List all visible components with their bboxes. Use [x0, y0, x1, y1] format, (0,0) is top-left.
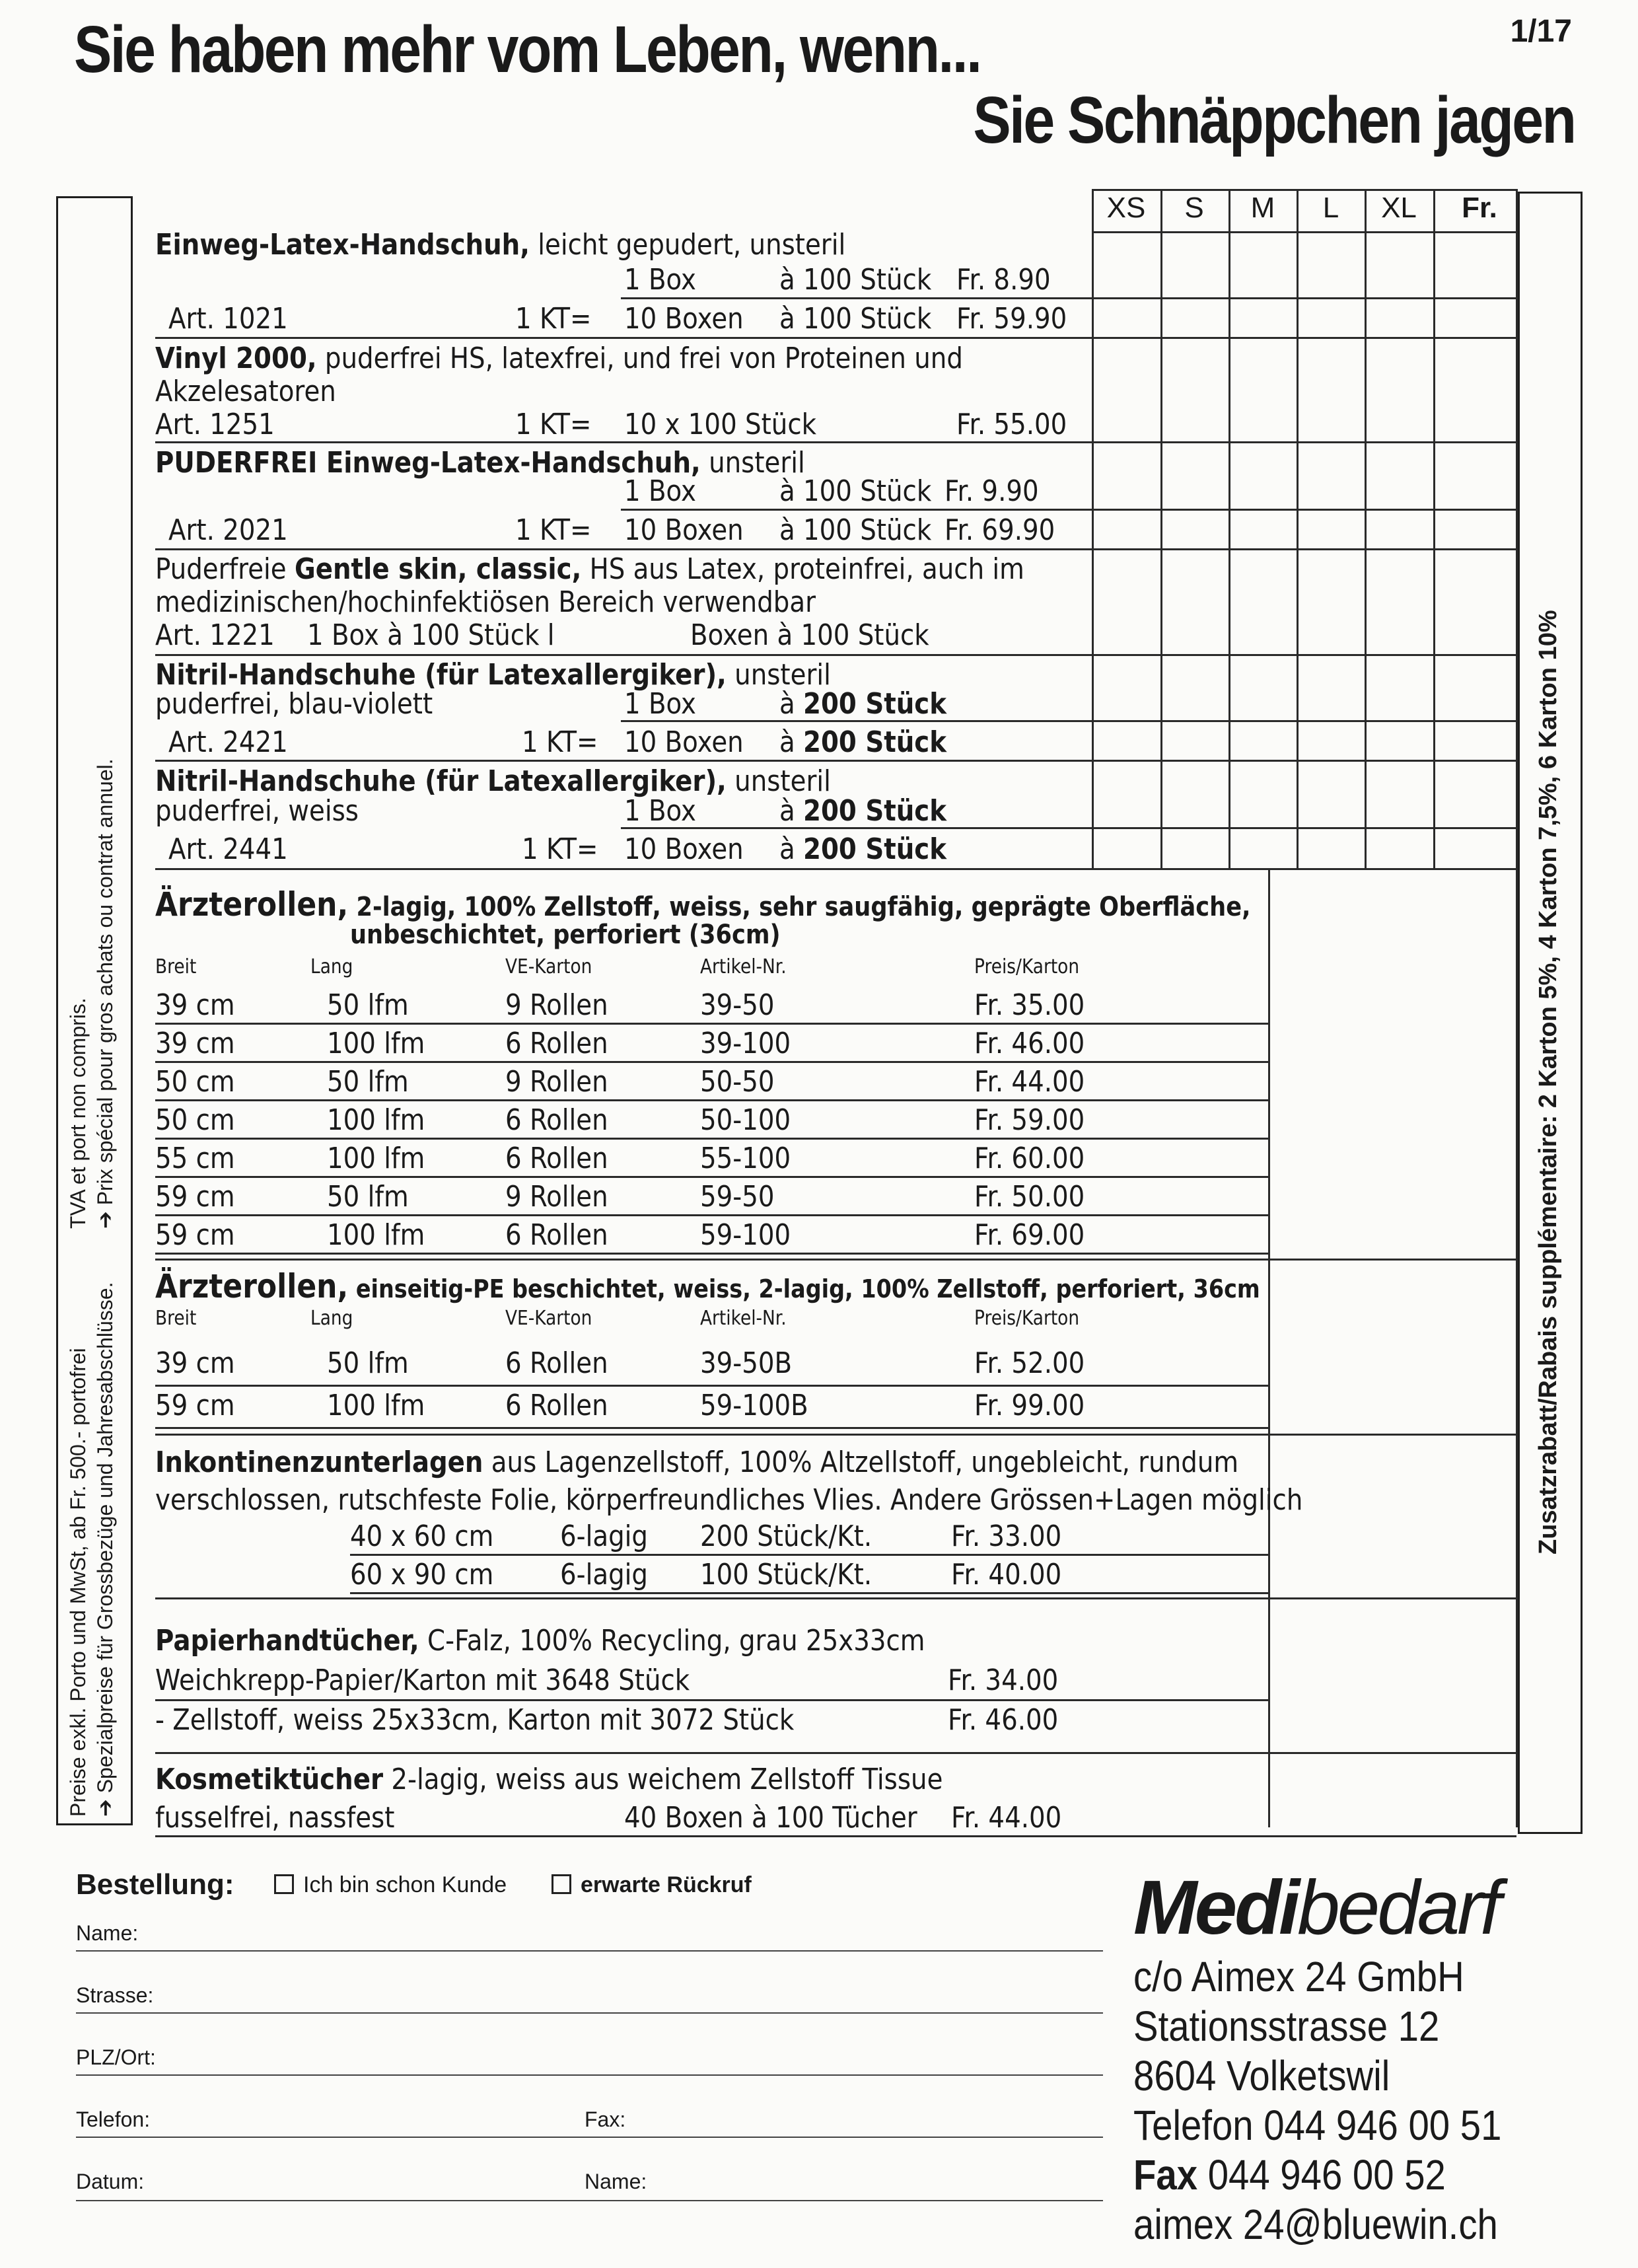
- inkont-row-cell: 200 Stück/Kt.: [700, 1519, 872, 1553]
- rolls1-row-cell: 9 Rollen: [505, 1180, 608, 1214]
- left-note-line3: TVA et port non compris.: [66, 998, 90, 1229]
- rolls2-row-cell: 50 lfm: [327, 1346, 409, 1380]
- rolls2-row-cell: 39 cm: [155, 1346, 235, 1380]
- checkbox-icon[interactable]: [274, 1874, 294, 1894]
- glove5-kt-per: à 200 Stück: [779, 725, 947, 759]
- rolls1-row-cell: 6 Rollen: [505, 1142, 608, 1175]
- rolls1-row-row-line: [155, 1176, 1268, 1178]
- left-note-line4: Prix spécial pour gros achats ou contrat annuel.: [93, 758, 117, 1206]
- rolls2-row-cell: Fr. 52.00: [974, 1346, 1085, 1380]
- order-name2-label: Name:: [585, 2170, 647, 2193]
- towels-row2-price: Fr. 46.00: [948, 1703, 1059, 1737]
- glove2-kt-qty: 10 x 100 Stück: [624, 408, 817, 441]
- inkont-row-cell: 100 Stück/Kt.: [700, 1558, 872, 1591]
- glove4-box: 1 Box à 100 Stück l: [307, 618, 555, 652]
- rolls2-header-breit: Breit: [155, 1307, 197, 1330]
- glove1-title: Einweg-Latex-Handschuh, leicht gepudert, unsteril: [155, 228, 846, 262]
- inkont-row-row-line: [350, 1592, 1268, 1594]
- rolls1-row-cell: 6 Rollen: [505, 1027, 608, 1060]
- rolls1-row-row-line: [155, 1023, 1268, 1025]
- glove5-kt-qty: 10 Boxen: [624, 725, 744, 759]
- towels-row1-text: Weichkrepp-Papier/Karton mit 3648 Stück: [155, 1664, 690, 1697]
- company-city: 8604 Volketswil: [1133, 2052, 1390, 2100]
- glove1-box-per: à 100 Stück: [779, 263, 932, 297]
- order-title: Bestellung:: [76, 1868, 234, 1901]
- rolls1-row-cell: 59 cm: [155, 1218, 235, 1252]
- order-name-field[interactable]: [76, 1950, 1103, 1952]
- glove5-kt: 1 KT=: [522, 725, 598, 759]
- left-note-box: [56, 196, 133, 1825]
- order-fax-label: Fax:: [585, 2107, 626, 2131]
- rolls1-row-cell: 50 cm: [155, 1065, 235, 1099]
- glove6-kt: 1 KT=: [522, 832, 598, 866]
- tissues-row1-qty: 40 Boxen à 100 Tücher: [624, 1801, 917, 1835]
- rolls1-row-cell: 55 cm: [155, 1142, 235, 1175]
- glove3-kt-per: à 100 Stück: [779, 513, 932, 547]
- inkont-row-cell: 6-lagig: [560, 1519, 649, 1553]
- glove6-box-per: à 200 Stück: [779, 794, 947, 828]
- glove6-art: Art. 2441: [168, 832, 288, 866]
- glove1-art: Art. 1021: [168, 302, 288, 336]
- inkont-row-cell: 6-lagig: [560, 1558, 649, 1591]
- company-fax: Fax 044 946 00 52: [1133, 2151, 1446, 2199]
- size-header-l: L: [1322, 192, 1339, 224]
- glove2-kt: 1 KT=: [515, 408, 592, 441]
- rolls1-row-cell: 50-50: [700, 1065, 775, 1099]
- rolls2-row-cell: Fr. 99.00: [974, 1389, 1085, 1422]
- rolls1-row-cell: 50 lfm: [327, 1180, 409, 1214]
- left-note-line2-wrap: [92, 1282, 118, 1817]
- glove4-desc2: medizinischen/hochinfektiösen Bereich verwendbar: [155, 585, 816, 619]
- rolls2-header-lang: Lang: [310, 1307, 353, 1330]
- rolls1-header-ve: VE-Karton: [505, 955, 592, 978]
- rolls1-row-row-line: [155, 1061, 1268, 1063]
- rolls2-row-cell: 59-100B: [700, 1389, 808, 1422]
- glove2-desc2: Akzelesatoren: [155, 375, 336, 408]
- headline-line2: Sie Schnäppchen jagen: [973, 83, 1575, 157]
- order-option-customer[interactable]: Ich bin schon Kunde: [274, 1872, 507, 1898]
- tissues-row1-text: fusselfrei, nassfest: [155, 1801, 395, 1835]
- order-date-field[interactable]: [76, 2200, 1103, 2201]
- rolls1-row-cell: 9 Rollen: [505, 988, 608, 1022]
- rolls2-header-ve: VE-Karton: [505, 1307, 592, 1330]
- rolls1-row-cell: 50 cm: [155, 1103, 235, 1137]
- glove4-art: Art. 1221: [155, 618, 275, 652]
- company-co: c/o Aimex 24 GmbH: [1133, 1953, 1464, 2000]
- arrow-icon: ➔: [93, 1211, 117, 1229]
- rolls1-row-cell: 59-50: [700, 1180, 775, 1214]
- rolls1-row-cell: 6 Rollen: [505, 1218, 608, 1252]
- inkont-row-cell: Fr. 33.00: [951, 1519, 1062, 1553]
- rolls1-row-cell: 50 lfm: [327, 1065, 409, 1099]
- rolls2-row-cell: 100 lfm: [327, 1389, 425, 1422]
- discount-box: [1518, 192, 1583, 1834]
- glove1-box-price: Fr. 8.90: [956, 263, 1051, 297]
- order-name-label: Name:: [76, 1921, 139, 1945]
- glove4-boxen: Boxen à 100 Stück: [690, 618, 929, 652]
- glove2-title: Vinyl 2000, puderfrei HS, latexfrei, und frei von Proteinen und: [155, 342, 963, 375]
- rolls2-row-cell: 39-50B: [700, 1346, 793, 1380]
- rolls1-row-cell: 39-100: [700, 1027, 791, 1060]
- glove3-title: PUDERFREI Einweg-Latex-Handschuh, unsteril: [155, 446, 805, 480]
- glove5-title: Nitril-Handschuhe (für Latexallergiker), unsteril: [155, 658, 831, 692]
- glove2-art: Art. 1251: [155, 408, 275, 441]
- glove6-title: Nitril-Handschuhe (für Latexallergiker), unsteril: [155, 764, 831, 798]
- rolls1-row-cell: Fr. 46.00: [974, 1027, 1085, 1060]
- rolls1-row-cell: 100 lfm: [327, 1142, 425, 1175]
- rolls1-row-row-line: [155, 1214, 1268, 1216]
- rolls1-row-cell: Fr. 59.00: [974, 1103, 1085, 1137]
- rolls1-header-price: Preis/Karton: [974, 955, 1080, 978]
- rolls2-row-row-line: [155, 1427, 1268, 1429]
- order-plz-field[interactable]: [76, 2074, 1103, 2076]
- glove5-box-qty: 1 Box: [624, 687, 696, 721]
- glove1-box-qty: 1 Box: [624, 263, 696, 297]
- rolls1-header-lang: Lang: [310, 955, 353, 978]
- order-option-callback[interactable]: erwarte Rückruf: [552, 1872, 752, 1898]
- rolls2-header-art: Artikel-Nr.: [700, 1307, 787, 1330]
- rolls1-row-cell: 59 cm: [155, 1180, 235, 1214]
- rolls1-row-row-line: [155, 1099, 1268, 1101]
- glove5-box-per: à 200 Stück: [779, 687, 947, 721]
- company-email: aimex 24@bluewin.ch: [1133, 2201, 1498, 2248]
- rolls1-row-cell: Fr. 35.00: [974, 988, 1085, 1022]
- rolls1-row-cell: 39-50: [700, 988, 775, 1022]
- rolls1-row-cell: 39 cm: [155, 988, 235, 1022]
- left-note-line4-wrap: [92, 758, 118, 1229]
- glove6-desc2: puderfrei, weiss: [155, 794, 359, 828]
- rolls1-row-cell: 50-100: [700, 1103, 791, 1137]
- rolls2-row-cell: 59 cm: [155, 1389, 235, 1422]
- company-logo: Medibedarf: [1133, 1864, 1499, 1950]
- page-number: 1/17: [1510, 14, 1572, 49]
- rolls1-title: Ärzterollen, 2-lagig, 100% Zellstoff, weiss, sehr saugfähig, geprägte Oberfläche,: [155, 885, 1251, 924]
- order-street-field[interactable]: [76, 2012, 1103, 2014]
- inkont-row-cell: 40 x 60 cm: [350, 1519, 494, 1553]
- order-phone-field[interactable]: [76, 2137, 1103, 2138]
- glove3-art: Art. 2021: [168, 513, 288, 547]
- checkbox-icon[interactable]: [552, 1874, 571, 1894]
- company-phone: Telefon 044 946 00 51: [1133, 2102, 1502, 2149]
- glove4-title: Puderfreie Gentle skin, classic, HS aus Latex, proteinfrei, auch im: [155, 552, 1024, 586]
- inkont-row-cell: Fr. 40.00: [951, 1558, 1062, 1591]
- order-date-label: Datum:: [76, 2170, 145, 2193]
- order-plz-label: PLZ/Ort:: [76, 2045, 156, 2069]
- rolls1-header-breit: Breit: [155, 955, 197, 978]
- inkont-row-cell: 60 x 90 cm: [350, 1558, 494, 1591]
- company-street: Stationsstrasse 12: [1133, 2002, 1440, 2050]
- rolls1-row-row-line: [155, 1253, 1268, 1255]
- rolls1-row-row-line: [155, 1138, 1268, 1140]
- inkont-row-row-line: [350, 1554, 1268, 1556]
- tissues-title: Kosmetiktücher 2-lagig, weiss aus weichem Zellstoff Tissue: [155, 1763, 943, 1796]
- rolls2-row-cell: 6 Rollen: [505, 1389, 608, 1422]
- rolls1-row-cell: 55-100: [700, 1142, 791, 1175]
- headline-line1: Sie haben mehr vom Leben, wenn...: [74, 13, 981, 87]
- rolls1-row-cell: Fr. 60.00: [974, 1142, 1085, 1175]
- rolls1-row-cell: 100 lfm: [327, 1027, 425, 1060]
- rolls2-row-row-line: [155, 1385, 1268, 1387]
- rolls1-row-cell: 9 Rollen: [505, 1065, 608, 1099]
- rolls1-desc2: unbeschichtet, perforiert (36cm): [350, 920, 781, 950]
- rolls1-row-cell: 100 lfm: [327, 1218, 425, 1252]
- size-header-s: S: [1184, 192, 1204, 224]
- rolls1-row-cell: 39 cm: [155, 1027, 235, 1060]
- discount-text: Zusatzrabatt/Rabais supplémentaire: 2 Karton 5%, 4 Karton 7,5%, 6 Karton 10%: [1534, 610, 1562, 1555]
- glove1-kt-per: à 100 Stück: [779, 302, 932, 336]
- glove6-kt-per: à 200 Stück: [779, 832, 947, 866]
- glove3-box-price: Fr. 9.90: [944, 474, 1039, 508]
- size-header-m: M: [1250, 192, 1275, 224]
- towels-title: Papierhandtücher, C-Falz, 100% Recycling, grau 25x33cm: [155, 1624, 925, 1658]
- glove3-box-per: à 100 Stück: [779, 474, 932, 508]
- rolls2-header-price: Preis/Karton: [974, 1307, 1080, 1330]
- rolls1-header-art: Artikel-Nr.: [700, 955, 787, 978]
- glove1-kt: 1 KT=: [515, 302, 592, 336]
- glove6-box-qty: 1 Box: [624, 794, 696, 828]
- inkont-desc2: verschlossen, rutschfeste Folie, körperfreundliches Vlies. Andere Grössen+Lagen möglich: [155, 1483, 1303, 1517]
- order-street-label: Strasse:: [76, 1983, 154, 2007]
- inkont-title: Inkontinenzunterlagen aus Lagenzellstoff, 100% Altzellstoff, ungebleicht, rundum: [155, 1445, 1239, 1479]
- rolls2-title: Ärzterollen, einseitig-PE beschichtet, weiss, 2-lagig, 100% Zellstoff, perforiert, 36cm: [155, 1267, 1260, 1305]
- glove3-kt: 1 KT=: [515, 513, 592, 547]
- rolls1-row-cell: 100 lfm: [327, 1103, 425, 1137]
- towels-row2-text: - Zellstoff, weiss 25x33cm, Karton mit 3072 Stück: [155, 1703, 795, 1737]
- order-phone-label: Telefon:: [76, 2107, 151, 2131]
- glove2-kt-price: Fr. 55.00: [956, 408, 1067, 441]
- size-header-fr: Fr.: [1462, 192, 1497, 224]
- glove5-art: Art. 2421: [168, 725, 288, 759]
- rolls2-row-cell: 6 Rollen: [505, 1346, 608, 1380]
- glove5-desc2: puderfrei, blau-violett: [155, 687, 433, 721]
- size-header-xs: XS: [1106, 192, 1146, 224]
- rolls1-row-cell: 59-100: [700, 1218, 791, 1252]
- glove3-kt-price: Fr. 69.90: [944, 513, 1055, 547]
- glove3-box-qty: 1 Box: [624, 474, 696, 508]
- rolls1-row-cell: 50 lfm: [327, 988, 409, 1022]
- towels-row1-price: Fr. 34.00: [948, 1664, 1059, 1697]
- glove6-kt-qty: 10 Boxen: [624, 832, 744, 866]
- glove3-kt-qty: 10 Boxen: [624, 513, 744, 547]
- left-note-line2: Spezialpreise für Grossbezüge und Jahresabschlüsse.: [93, 1282, 117, 1794]
- rolls1-row-cell: Fr. 50.00: [974, 1180, 1085, 1214]
- tissues-row1-price: Fr. 44.00: [951, 1801, 1062, 1835]
- arrow-icon: ➔: [93, 1799, 117, 1817]
- left-note-line1: Preise exkl. Porto und MwSt, ab Fr. 500.- portofrei: [66, 1348, 90, 1817]
- rolls1-row-cell: Fr. 69.00: [974, 1218, 1085, 1252]
- rolls1-row-cell: 6 Rollen: [505, 1103, 608, 1137]
- glove1-kt-qty: 10 Boxen: [624, 302, 744, 336]
- glove1-kt-price: Fr. 59.90: [956, 302, 1067, 336]
- rolls1-row-cell: Fr. 44.00: [974, 1065, 1085, 1099]
- size-header-xl: XL: [1381, 192, 1417, 224]
